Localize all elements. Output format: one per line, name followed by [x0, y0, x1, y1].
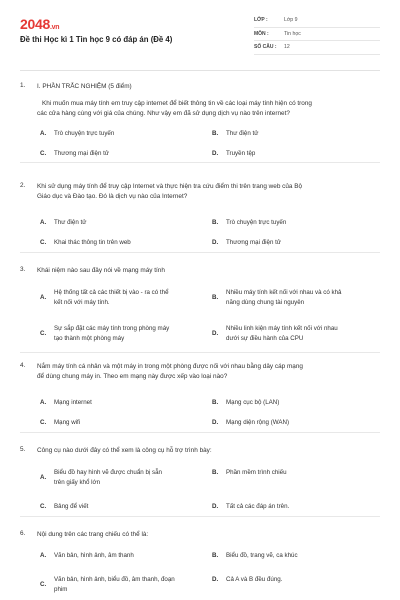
header-divider [20, 70, 380, 71]
option-text: Biểu đồ hay hình vẽ được chuẩn bị sẵn [54, 469, 162, 476]
answer-option[interactable] [212, 129, 382, 139]
option-letter: C. [40, 239, 47, 246]
answer-option[interactable] [40, 218, 210, 228]
option-letter: B. [212, 219, 219, 226]
option-letter: D. [212, 239, 219, 246]
answer-option[interactable] [40, 468, 210, 488]
answer-option[interactable] [212, 551, 382, 561]
question-text: Giáo dục và Đào tạo. Đó là dịch vụ nào của Internet? [37, 193, 188, 200]
answer-option[interactable] [40, 324, 210, 344]
question-number: 2. [20, 182, 26, 189]
option-text: Mạng wifi [54, 419, 81, 426]
option-text: Nhiều linh kiện máy tính kết nối với nhau [226, 325, 338, 332]
option-letter: B. [212, 469, 219, 476]
option-letter: D. [212, 503, 219, 510]
answer-option[interactable] [212, 324, 382, 344]
answer-option[interactable] [40, 238, 210, 248]
answer-option[interactable] [212, 149, 382, 159]
option-letter: D. [212, 330, 219, 337]
option-letter: D. [212, 576, 219, 583]
option-letter: C. [40, 150, 47, 157]
option-letter: B. [212, 399, 219, 406]
answer-option[interactable] [212, 218, 382, 228]
answer-option[interactable] [212, 418, 382, 428]
answer-option[interactable] [40, 551, 210, 561]
meta-row [254, 41, 380, 55]
option-text: phim [54, 586, 68, 593]
option-text: Thư điện tử [226, 130, 259, 137]
option-text: Văn bản, hình ảnh, âm thanh [54, 552, 134, 559]
question-number: 3. [20, 266, 26, 273]
answer-option[interactable] [40, 575, 210, 595]
meta-value: Lớp 9 [284, 17, 298, 24]
option-letter: B. [212, 294, 219, 301]
question-divider [20, 252, 380, 253]
question-number: 1. [20, 82, 26, 89]
option-text: kết nối với máy tính. [54, 299, 110, 306]
question-text: Khái niệm nào sau đây nói về mạng máy tính [37, 267, 165, 274]
option-text: Nhiều máy tính kết nối với nhau và có khả [226, 289, 342, 296]
answer-option[interactable] [40, 288, 210, 308]
option-text: Thương mại điện tử [226, 239, 281, 246]
exam-meta [254, 14, 380, 55]
question-divider [20, 162, 380, 163]
answer-option[interactable] [212, 502, 382, 512]
question-divider [20, 516, 380, 517]
question-text: Khi muốn mua máy tính em truy cập internet để biết thông tin về các loại máy tính hiện có trong [42, 100, 312, 107]
question-text: I. PHẦN TRẮC NGHIỆM (5 điểm) [37, 83, 132, 90]
meta-row [254, 28, 380, 42]
question-text: các cửa hàng cùng với giá của chúng. Như vậy em đã sử dụng dịch vụ nào trên internet? [37, 110, 290, 117]
option-letter: A. [40, 552, 47, 559]
option-text: Trò chuyện trực tuyến [226, 219, 287, 226]
meta-value: Tin học [284, 30, 301, 37]
option-text: Bảng để viết [54, 503, 89, 510]
question-text: Nắm máy tính cá nhân và một máy in trong một phòng được nối với nhau bằng dây cáp mạng [37, 363, 303, 370]
answer-option[interactable] [40, 149, 210, 159]
option-letter: D. [212, 419, 219, 426]
question-number: 4. [20, 362, 26, 369]
meta-value: 12 [284, 44, 290, 51]
question-divider [20, 352, 380, 353]
option-letter: D. [212, 150, 219, 157]
meta-key: SỐ CÂU : [254, 44, 277, 51]
option-text: dưới sự điều hành của CPU [226, 335, 304, 342]
option-text: Mạng internet [54, 399, 92, 406]
option-letter: A. [40, 474, 47, 481]
option-text: Trò chuyện trực tuyến [54, 130, 115, 137]
option-letter: A. [40, 130, 47, 137]
option-text: trên giấy khổ lớn [54, 479, 101, 486]
option-letter: A. [40, 294, 47, 301]
option-text: Truyền tệp [226, 150, 256, 157]
option-letter: C. [40, 419, 47, 426]
option-text: Văn bản, hình ảnh, biểu đồ, âm thanh, đoạn [54, 576, 175, 583]
option-text: Thương mại điện tử [54, 150, 109, 157]
option-text: Phần mềm trình chiếu [226, 469, 287, 476]
option-letter: C. [40, 330, 47, 337]
answer-option[interactable] [212, 288, 382, 308]
question-text: để dùng chung máy in. Theo em mạng này được xếp vào loại nào? [37, 373, 228, 380]
question-text: Nội dung trên các trang chiếu có thể là: [37, 531, 149, 538]
answer-option[interactable] [212, 238, 382, 248]
option-text: Tất cả các đáp án trên. [226, 503, 290, 510]
meta-row [254, 14, 380, 28]
option-letter: B. [212, 552, 219, 559]
option-letter: C. [40, 581, 47, 588]
answer-option[interactable] [40, 398, 210, 408]
option-text: Sự sắp đặt các máy tính trong phòng máy [54, 325, 170, 332]
option-text: năng dùng chung tài nguyên [226, 299, 305, 306]
option-text: Cả A và B đều đúng. [226, 576, 283, 583]
answer-option[interactable] [212, 468, 382, 478]
option-text: Khai thác thông tin trên web [54, 239, 131, 246]
answer-option[interactable] [212, 398, 382, 408]
option-letter: A. [40, 219, 47, 226]
option-text: Thư điện tử [54, 219, 87, 226]
answer-option[interactable] [212, 575, 382, 585]
answer-option[interactable] [40, 129, 210, 139]
page-title: Đề thi Học kì 1 Tin học 9 có đáp án (Đề 4) [20, 35, 173, 44]
option-text: tạo thành một phòng máy [54, 335, 125, 342]
page-header [0, 0, 400, 62]
question-text: Công cụ nào dưới đây có thể xem là công cụ hỗ trợ trình bày: [37, 447, 212, 454]
option-text: Hệ thống tất cả các thiết bị vào - ra có thể [54, 289, 169, 296]
answer-option[interactable] [40, 418, 210, 428]
site-logo[interactable]: 2048.vn [20, 16, 60, 32]
question-number: 6. [20, 530, 26, 537]
option-letter: C. [40, 503, 47, 510]
meta-key: MÔN : [254, 30, 269, 37]
question-number: 5. [20, 446, 26, 453]
question-divider [20, 432, 380, 433]
option-text: Mạng cục bộ (LAN) [226, 399, 280, 406]
option-text: Mạng diện rộng (WAN) [226, 419, 290, 426]
option-letter: B. [212, 130, 219, 137]
option-text: Biểu đồ, trang vẽ, ca khúc [226, 552, 298, 559]
meta-key: LỚP : [254, 17, 268, 24]
answer-option[interactable] [40, 502, 210, 512]
question-text: Khi sử dụng máy tính để truy cập Internet và thực hiện tra cứu điểm thi trên trang web của Bộ [37, 183, 303, 190]
option-letter: A. [40, 399, 47, 406]
